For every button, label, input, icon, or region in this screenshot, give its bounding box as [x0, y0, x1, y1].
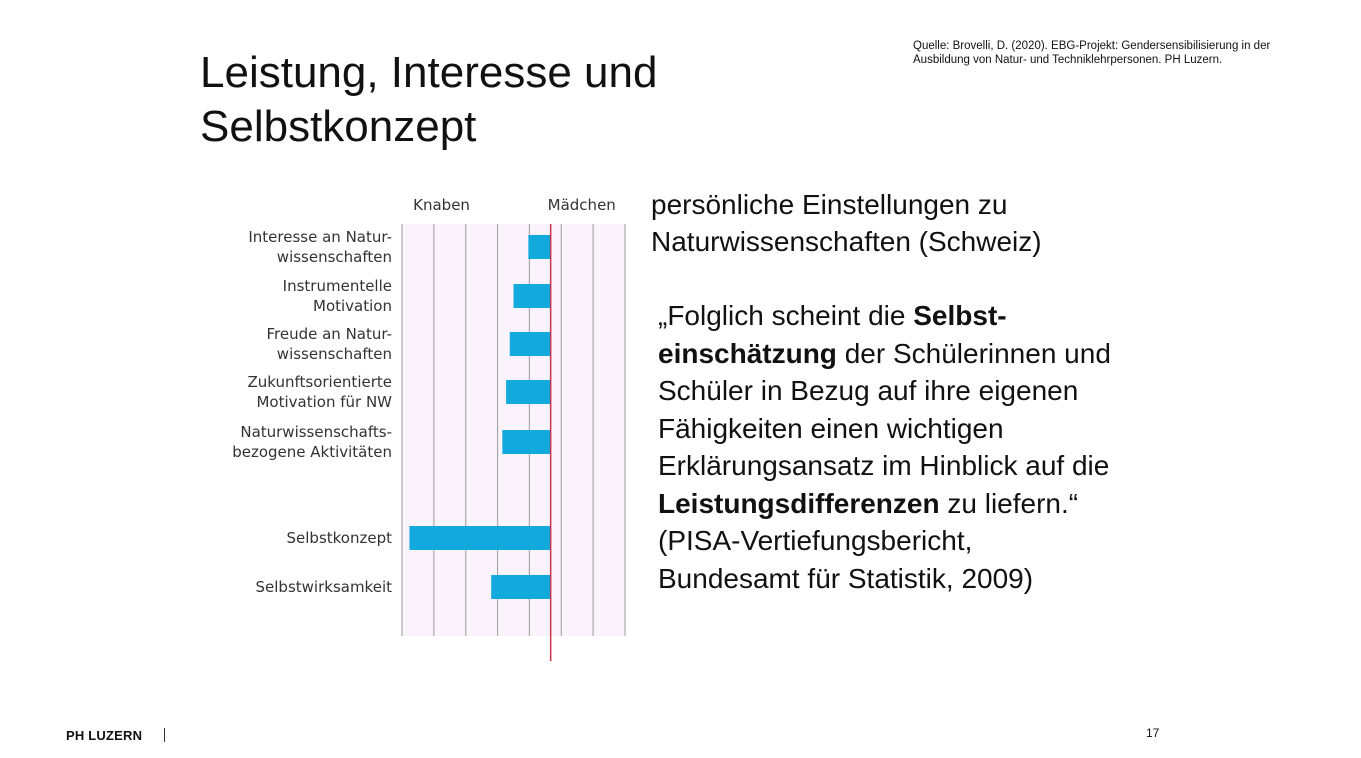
- category-label: Naturwissenschafts-: [240, 423, 392, 441]
- source-citation: [913, 39, 1333, 67]
- quote-bold-1: Selbst-: [913, 300, 1007, 331]
- chart-bar: [510, 332, 551, 356]
- category-label: wissenschaften: [276, 248, 392, 266]
- pisa-quote: [658, 297, 1218, 597]
- source-line-2: Ausbildung von Natur- und Techniklehrpersonen. PH Luzern.: [913, 54, 1223, 66]
- category-label: Zukunftsorientierte: [247, 373, 392, 391]
- subtitle-line-1: persönliche Einstellungen zu: [651, 189, 1008, 220]
- category-label: bezogene Aktivitäten: [232, 443, 392, 461]
- chart-bar: [528, 235, 550, 259]
- footer-divider: [164, 728, 165, 742]
- category-label: Selbstkonzept: [286, 529, 392, 547]
- chart-svg: [220, 188, 640, 668]
- quote-rest-1: der Schülerinnen und: [836, 337, 1111, 369]
- title-line-2: Selbstkonzept: [200, 102, 477, 151]
- quote-bold-2: einschätzung: [658, 337, 837, 369]
- category-label: Motivation: [313, 297, 392, 315]
- chart-band: [434, 224, 466, 636]
- title-line-1: Leistung, Interesse und: [200, 48, 658, 97]
- chart-subtitle: [651, 186, 1171, 260]
- slide-title: [200, 46, 820, 154]
- quote-line-5: Erklärungsansatz im Hinblick auf die: [658, 450, 1110, 481]
- chart-band: [561, 224, 593, 636]
- chart-bar: [491, 575, 550, 599]
- chart-band: [402, 224, 434, 636]
- quote-line-7: (PISA-Vertiefungsbericht,: [658, 525, 973, 556]
- source-line-1: Quelle: Brovelli, D. (2020). EBG-Projekt: Gendersensibilisierung in der: [913, 40, 1271, 52]
- axis-label-maedchen: Mädchen: [547, 196, 616, 214]
- quote-bold-3: Leistungsdifferenzen: [658, 487, 940, 519]
- chart-bar: [409, 526, 550, 550]
- axis-label-knaben: Knaben: [413, 196, 470, 214]
- category-label: Selbstwirksamkeit: [255, 578, 392, 596]
- ph-luzern-logo: PH LUZERN: [66, 728, 143, 743]
- quote-line-4: Fähigkeiten einen wichtigen: [658, 412, 1004, 444]
- gender-difference-chart: [220, 188, 640, 668]
- quote-line-3: Schüler in Bezug auf ihre eigenen: [658, 375, 1079, 406]
- chart-bar: [514, 284, 551, 308]
- chart-bar: [502, 430, 550, 454]
- category-label: Interesse an Natur-: [248, 228, 392, 246]
- category-label: Motivation für NW: [256, 393, 392, 411]
- subtitle-line-2: Naturwissenschaften (Schweiz): [651, 226, 1042, 257]
- category-label: Instrumentelle: [282, 277, 392, 295]
- category-label: wissenschaften: [276, 345, 392, 363]
- chart-bar: [506, 380, 551, 404]
- quote-open: „Folglich scheint die: [658, 300, 914, 331]
- quote-rest-2: zu liefern.“: [939, 487, 1079, 519]
- chart-band: [593, 224, 625, 636]
- category-label: Freude an Natur-: [266, 325, 392, 343]
- chart-band: [466, 224, 498, 636]
- quote-line-8: Bundesamt für Statistik, 2009): [658, 562, 1034, 594]
- page-number: 17: [1146, 726, 1160, 740]
